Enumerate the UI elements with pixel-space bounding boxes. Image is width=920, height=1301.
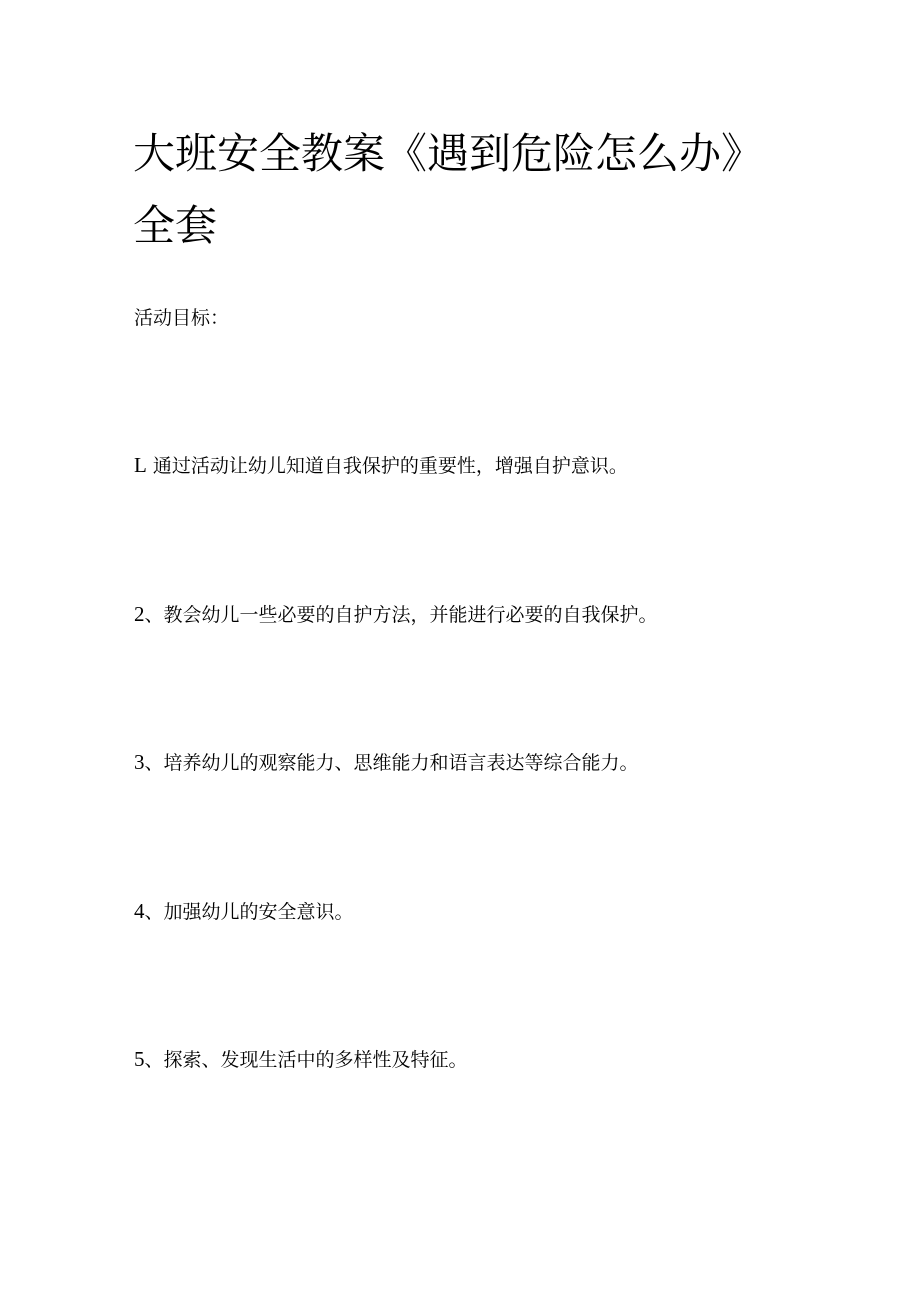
objective-number: 4 — [134, 899, 145, 923]
section-label-objectives: 活动目标： — [134, 307, 230, 329]
objective-item — [134, 600, 658, 629]
objective-text: 、教会幼儿一些必要的自护方法，并能进行必要的自我保护。 — [144, 604, 658, 626]
objective-item — [134, 1045, 468, 1074]
objective-text: 、加强幼儿的安全意识。 — [144, 901, 354, 923]
objective-text: 、探索、发现生活中的多样性及特征。 — [144, 1049, 468, 1071]
objective-number: L — [134, 453, 147, 477]
objective-text: 通过活动让幼儿知道自我保护的重要性，增强自护意识。 — [146, 455, 628, 477]
objective-item — [134, 748, 639, 777]
objective-item — [134, 451, 628, 480]
objective-item — [134, 897, 354, 926]
document-title: 大班安全教案《遇到危险怎么办》全套 — [133, 129, 764, 250]
objective-number: 2 — [134, 602, 145, 626]
objective-number: 5 — [134, 1047, 145, 1071]
objective-number: 3 — [134, 750, 145, 774]
objective-text: 、培养幼儿的观察能力、思维能力和语言表达等综合能力。 — [144, 752, 639, 774]
